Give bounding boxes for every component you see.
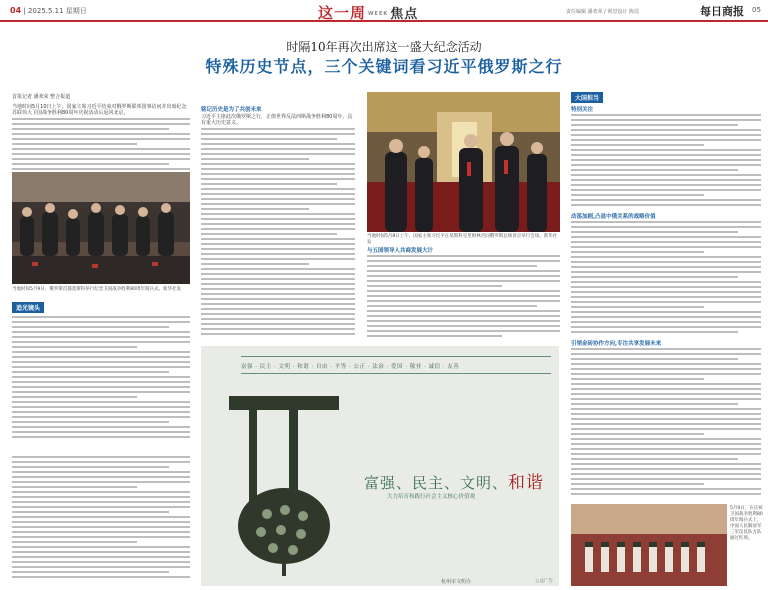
left-body-text <box>12 316 190 441</box>
red-square-parade-photo <box>571 504 727 586</box>
subhead-special: 特别关注 <box>571 107 594 113</box>
photo-caption-left: 当地时间5月9日，俄罗斯首都莫斯科举行纪念卫国战争胜利80周年阅兵式。新华社发 <box>12 287 181 292</box>
ad-subtitle: 大力培育和践行社会主义核心价值观 <box>387 494 476 500</box>
parade-photo-left <box>12 172 190 284</box>
public-service-ad <box>201 346 559 586</box>
subhead-brics: 引领金砖协作方向,专注共享发展未来 <box>571 341 662 347</box>
article-subtitle: 时隔10年再次出席这一盛大纪念活动 <box>286 40 482 54</box>
ad-publisher: 杭州市文明办 <box>441 579 472 585</box>
kremlin-meeting-photo <box>367 92 560 232</box>
section-tag-right: 大国担当 <box>571 92 603 103</box>
column-title: 这一周 WEEK 焦点 <box>318 4 419 22</box>
right-body-text-2 <box>571 221 761 336</box>
page-info-left: 04 | 2025.5.11 星期日 <box>10 6 87 15</box>
subhead-relations: 动荡加剧,凸显中俄关系的战略价值 <box>571 214 656 220</box>
newspaper-name: 每日商报 <box>700 5 744 18</box>
ad-credit: 公益广告 <box>535 579 553 584</box>
left-body-text-2 <box>12 456 190 581</box>
intro-paragraph: 当地时间5月10日上午，国家主席习近平结束对俄罗斯联邦国事访问并出席纪念苏联伟大卫国战争胜利80周年庆祝活动后返回北京。 <box>12 104 190 178</box>
page-number-right: 05 <box>752 6 761 14</box>
editors-line: 责任编辑 潘欢荣 / 视觉设计 陈瑶 <box>566 9 640 15</box>
center-body-text <box>367 255 560 340</box>
right-body-text <box>571 114 761 209</box>
ad-title: 富强、民主、文明、和谐 <box>364 473 545 493</box>
mid-body-text-2 <box>201 278 355 338</box>
ad-values-band: 富强 · 民主 · 文明 · 和谐 · 自由 · 平等 · 公正 · 法治 · 爱国 · 敬业 · 诚信 · 友善 <box>241 356 551 374</box>
page-header <box>0 0 768 22</box>
subhead-leaders: 与五国领导人共商发展大计 <box>367 248 434 254</box>
photo-caption-right: 5月9日，在庆祝卫国战争胜利80周年阅兵式上，中国人民解放军三军仪仗队方队通过红场。 <box>730 506 763 541</box>
mid-body-text: 习近平主席此次俄罗斯之行，正值世界反法西斯战争胜利80周年，具有重大历史意义。 <box>201 114 355 338</box>
article-headline: 特殊历史节点，三个关键词看习近平俄罗斯之行 <box>205 57 563 76</box>
photo-caption-center: 当地时间5月8日上午，国家主席习近平在莫斯科克里姆林宫同俄罗斯总统普京举行会谈。新华社发 <box>367 234 558 245</box>
right-body-text-3 <box>571 348 761 498</box>
lotus-seedpod-illustration <box>229 396 339 576</box>
subhead-history: 铭记历史是为了共创未来 <box>201 107 262 113</box>
byline: 首报记者 潘欢荣 整合报道 <box>12 94 71 100</box>
section-tag-left: 追光镜头 <box>12 302 44 313</box>
